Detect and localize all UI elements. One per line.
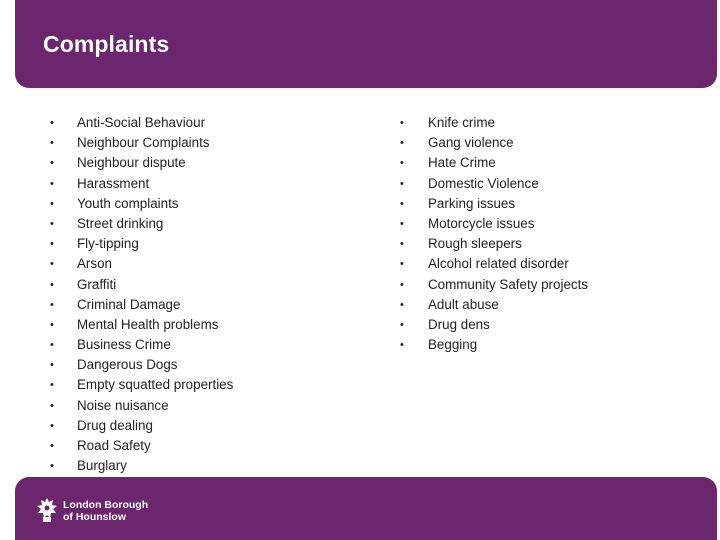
bullet-icon: •: [400, 117, 404, 129]
list-item-label: Alcohol related disorder: [428, 256, 569, 272]
bullet-icon: •: [50, 217, 54, 230]
bullet-icon: •: [50, 137, 54, 150]
list-item-label: Adult abuse: [428, 296, 499, 312]
bullet-icon: •: [400, 197, 404, 210]
council-name-line1: London Borough: [63, 499, 149, 511]
bullet-icon: •: [400, 278, 404, 291]
borough-crest-icon: [35, 497, 59, 523]
list-item-label: Burglary: [77, 458, 127, 474]
list-item-label: Neighbour Complaints: [77, 135, 210, 151]
list-item-label: Mental Health problems: [77, 316, 219, 332]
bullet-icon: •: [50, 379, 54, 392]
list-item-label: Business Crime: [77, 337, 171, 353]
council-name-line2: of Hounslow: [63, 511, 126, 523]
bullet-icon: •: [400, 177, 404, 190]
list-item-label: Empty squatted properties: [77, 377, 234, 393]
bullet-icon: •: [50, 339, 54, 352]
list-item-label: Dangerous Dogs: [77, 357, 178, 373]
bullet-icon: •: [400, 298, 404, 311]
list-item-label: Parking issues: [428, 195, 516, 211]
list-item-label: Noise nuisance: [77, 397, 169, 413]
bullet-icon: •: [50, 157, 54, 170]
list-item-label: Knife crime: [428, 115, 495, 130]
list-item-label: Motorcycle issues: [428, 215, 535, 231]
list-item-label: Youth complaints: [77, 195, 179, 211]
bullet-icon: •: [50, 238, 54, 251]
list-item-label: Graffiti: [77, 276, 117, 292]
bullet-icon: •: [400, 238, 404, 251]
list-item-label: Begging: [428, 337, 478, 353]
list-item-label: Hate Crime: [428, 155, 496, 171]
bullet-icon: •: [50, 359, 54, 372]
bullet-icon: •: [400, 258, 404, 271]
bullet-icon: •: [400, 339, 404, 352]
list-item-label: Anti-Social Behaviour: [77, 115, 206, 130]
bullet-icon: •: [400, 217, 404, 230]
title-banner: [15, 0, 717, 88]
list-item-label: Community Safety projects: [428, 276, 589, 292]
list-item-label: Domestic Violence: [428, 175, 539, 191]
list-item-label: Harassment: [77, 175, 150, 191]
list-item-label: Criminal Damage: [77, 296, 181, 312]
bullet-icon: •: [50, 117, 54, 129]
bullet-icon: •: [50, 399, 54, 412]
list-item-label: Street drinking: [77, 215, 164, 231]
page-title: Complaints: [43, 31, 170, 57]
council-name: [63, 499, 148, 523]
list-item-label: Arson: [77, 256, 112, 272]
list-item-label: Gang violence: [428, 135, 514, 151]
bullet-icon: •: [400, 318, 404, 331]
list-item-label: Neighbour dispute: [77, 155, 186, 171]
list-item-label: Drug dens: [428, 316, 490, 332]
bullet-icon: •: [50, 440, 54, 452]
bullet-icon: •: [50, 197, 54, 210]
list-item-label: Drug dealing: [77, 417, 153, 433]
list-item-label: Road Safety: [77, 438, 151, 453]
bullet-icon: •: [50, 298, 54, 311]
footer-banner: [15, 477, 717, 540]
bullet-icon: •: [400, 137, 404, 150]
bullet-icon: •: [50, 278, 54, 291]
bullet-icon: •: [50, 258, 54, 271]
list-item-label: Rough sleepers: [428, 236, 522, 252]
bullet-icon: •: [50, 318, 54, 331]
bullet-icon: •: [400, 157, 404, 170]
bullet-icon: •: [50, 419, 54, 432]
bullet-icon: •: [50, 177, 54, 190]
bullet-icon: •: [50, 460, 54, 473]
list-item-label: Fly-tipping: [77, 236, 139, 252]
